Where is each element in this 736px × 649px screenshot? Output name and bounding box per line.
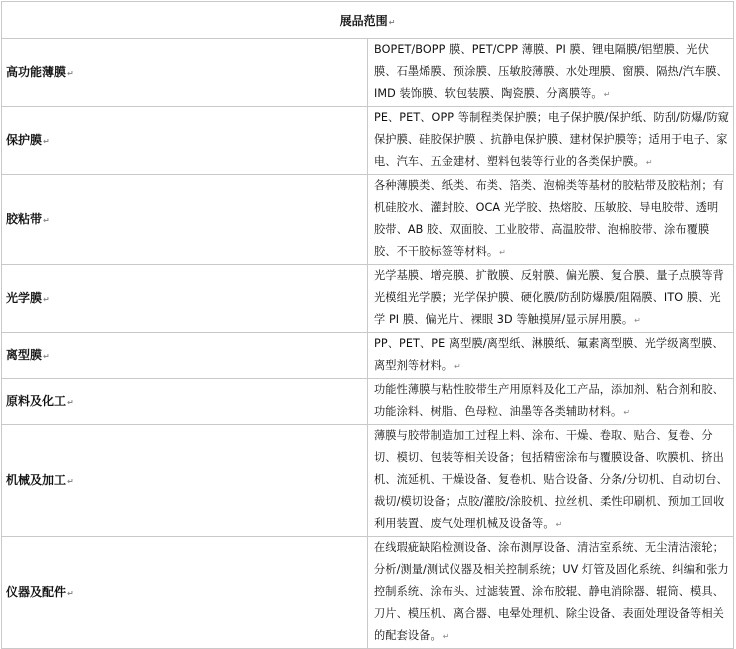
description-cell <box>368 265 734 333</box>
category-cell <box>2 537 368 649</box>
category-label: 机械及加工 <box>6 472 67 487</box>
table-row <box>2 379 734 425</box>
description-cell <box>368 107 734 175</box>
table-header-cell <box>2 2 734 39</box>
table-row <box>2 333 734 379</box>
category-label: 光学膜 <box>6 290 43 305</box>
category-label: 仪器及配件 <box>6 584 67 599</box>
table-row <box>2 107 734 175</box>
paragraph-mark-icon: ↵ <box>555 520 563 529</box>
table-header-row <box>2 2 734 39</box>
paragraph-mark-icon: ↵ <box>43 215 50 225</box>
paragraph-mark-icon: ↵ <box>43 294 50 304</box>
category-cell <box>2 425 368 537</box>
category-cell <box>2 379 368 425</box>
category-cell <box>2 333 368 379</box>
description-text: BOPET/BOPP 膜、PET/CPP 薄膜、PI 膜、锂电隔膜/铝塑膜、光伏膜、石墨烯膜、预涂膜、压敏胶薄膜、水处理膜、窗膜、隔热/汽车膜、IMD 装饰膜、软包装膜、陶瓷膜、分离膜等。 <box>374 43 728 100</box>
description-text: 功能性薄膜与粘性胶带生产用原料及化工产品，添加剂、粘合剂和胶、功能涂料、树脂、色母粒、油墨等各类辅助材料。 <box>374 383 724 418</box>
paragraph-mark-icon: ↵ <box>603 90 611 99</box>
description-text: 在线瑕疵缺陷检测设备、涂布测厚设备、清洁室系统、无尘清洁滚轮；分析/测量/测试仪器及相关控制系统；UV 灯管及固化系统、纠编和张力控制系统、涂布头、过滤装置、涂布胶辊、静电消除器、辊筒、模具、刀片、模压机、离合器、电晕处理机、除尘设备、表面处理设备等相关的配套设备。 <box>374 541 729 642</box>
paragraph-mark-icon: ↵ <box>499 248 506 257</box>
table-header-title: 展品范围 <box>339 13 388 28</box>
description-text: PP、PET、PE 离型膜/离型纸、淋膜纸、氟素离型膜、光学级离型膜、离型剂等材料。 <box>374 337 724 372</box>
category-cell <box>2 107 368 175</box>
category-cell <box>2 265 368 333</box>
description-cell <box>368 175 734 265</box>
description-cell <box>368 379 734 425</box>
paragraph-mark-icon: ↵ <box>442 632 450 641</box>
paragraph-mark-icon: ↵ <box>43 351 50 361</box>
paragraph-mark-icon: ↵ <box>43 136 50 146</box>
paragraph-mark-icon: ↵ <box>67 397 74 407</box>
category-cell <box>2 39 368 107</box>
category-label: 高功能薄膜 <box>6 64 67 79</box>
description-cell <box>368 537 734 649</box>
table-row <box>2 175 734 265</box>
paragraph-mark-icon: ↵ <box>623 408 631 417</box>
table-row <box>2 537 734 649</box>
description-cell <box>368 333 734 379</box>
exhibit-scope-table <box>1 1 734 649</box>
paragraph-mark-icon: ↵ <box>634 316 641 325</box>
category-label: 胶粘带 <box>6 211 43 226</box>
category-label: 离型膜 <box>6 347 43 362</box>
paragraph-mark-icon: ↵ <box>67 476 74 486</box>
description-text: 薄膜与胶带制造加工过程上料、涂布、干燥、卷取、贴合、复卷、分切、模切、包装等相关设备；包括精密涂布与覆膜设备、吹膜机、挤出机、流延机、干燥设备、复卷机、贴合设备、分条/分切机、自动切台、裁切/模切设备；点胶/灌胶/涂胶机、拉丝机、柔性印刷机、预加工回收利用装置、废气处理机械及设备等。 <box>374 429 728 530</box>
paragraph-mark-icon: ↵ <box>388 17 396 27</box>
category-cell <box>2 175 368 265</box>
table-row <box>2 265 734 333</box>
description-cell <box>368 39 734 107</box>
paragraph-mark-icon: ↵ <box>645 158 653 167</box>
category-label: 保护膜 <box>6 132 43 147</box>
description-text: PE、PET、OPP 等制程类保护膜；电子保护膜/保护纸、防刮/防爆/防窥保护膜、硅胶保护膜 、抗静电保护膜、建材保护膜等；适用于电子、家电、汽车、五金建材、塑料包装等行业的各类保护膜。 <box>374 111 730 168</box>
description-text: 光学基膜、增亮膜、扩散膜、反射膜、偏光膜、复合膜、量子点膜等背光模组光学膜；光学保护膜、硬化膜/防刮防爆膜/阻隔膜、ITO 膜、光学 PI 膜、偏光片、裸眼 3D 等触摸屏/显示屏用膜。 <box>374 269 724 326</box>
table-row <box>2 425 734 537</box>
category-label: 原料及化工 <box>6 393 67 408</box>
table-row <box>2 39 734 107</box>
description-cell <box>368 425 734 537</box>
paragraph-mark-icon: ↵ <box>67 68 74 78</box>
paragraph-mark-icon: ↵ <box>454 362 461 371</box>
paragraph-mark-icon: ↵ <box>67 588 74 598</box>
exhibit-scope-document <box>0 1 736 642</box>
description-text: 各种薄膜类、纸类、布类、箔类、泡棉类等基材的胶粘带及胶粘剂；有机硅胶水、灌封胶、OCA 光学胶、热熔胶、压敏胶、导电胶带、透明胶带、AB 胶、双面胶、工业胶带、高温胶带、泡棉胶带、涂布覆膜胶、不干胶标签等材料。 <box>374 179 724 258</box>
